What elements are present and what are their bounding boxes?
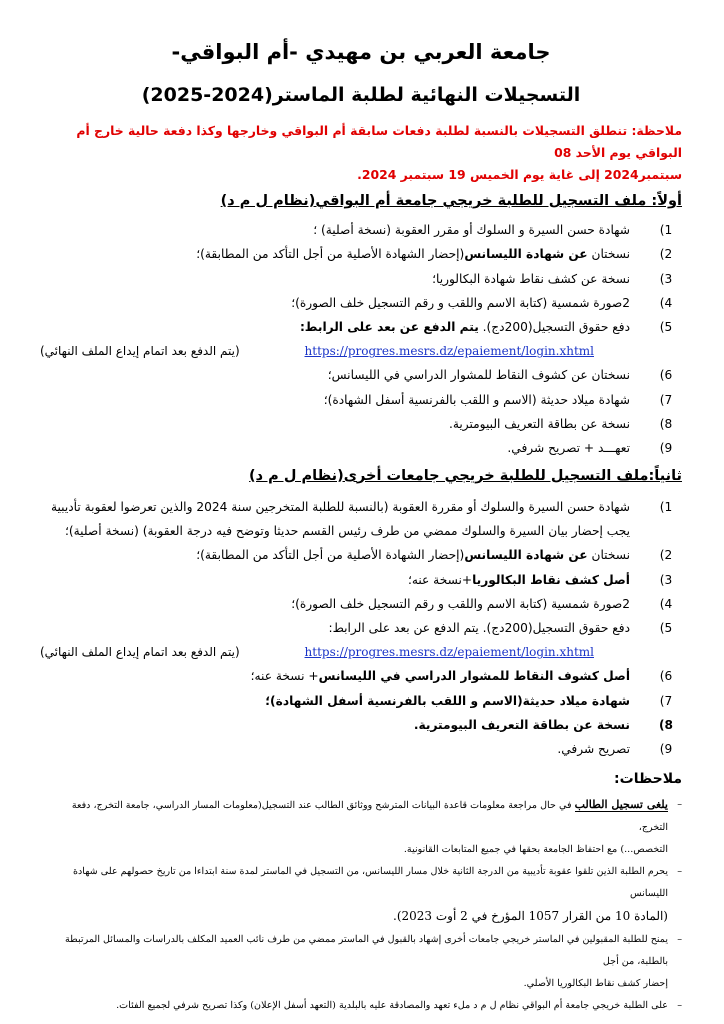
notes-list (40, 794, 682, 1017)
note-text-line2: إحضار كشف نقاط البكالوريا الأصلي. (523, 977, 668, 989)
item-text-line1: شهادة حسن السيرة والسلوك أو مقررة العقوبة (بالنسبة للطلبة المتخرجين سنة 2024 والذين تعرضوا لعقوبة تأديبية (50, 499, 630, 514)
list-item (40, 436, 682, 460)
list-item (40, 291, 682, 315)
item-text: 2صورة شمسية (كتابة الاسم واللقب و رقم التسجيل خلف الصورة)؛ (291, 295, 630, 310)
list-item (40, 495, 682, 544)
item-text: نسختان عن كشوف النقاط للمشوار الدراسي في الليسانس؛ (327, 368, 630, 383)
list-item (40, 568, 682, 592)
item-number: 9) (659, 441, 673, 456)
item-number: 4) (659, 596, 673, 611)
item-number: 2) (659, 548, 673, 563)
section2-payment-row (40, 640, 682, 664)
item-number: 6) (659, 368, 673, 383)
registration-title: التسجيلات النهائية لطلبة الماستر(2024-2025) (141, 84, 581, 106)
item-text: شهادة ميلاد حديثة (الاسم و اللقب بالفرنسية أسفل الشهادة)؛ (323, 392, 630, 407)
item-number: 4) (659, 295, 673, 310)
list-item (40, 267, 682, 291)
note-text: على الطلبة خريجي جامعة أم البواقي نظام ل م د ملء تعهد والمصادقة عليه بالبلدية (التعهد أسفل الإعلان) وكذا تصريح شرفي لجميع الفئات. (116, 999, 668, 1011)
item-number: 5) (659, 320, 673, 335)
note-item (40, 995, 682, 1017)
item-number: 7) (659, 693, 673, 708)
item-text: شهادة حسن السيرة و السلوك أو مقرر العقوبة (نسخة أصلية) ؛ (313, 223, 630, 237)
payment-link[interactable]: https://progres.mesrs.dz/epaiement/login.xhtml (304, 645, 594, 660)
university-title: جامعة العربي بن مهيدي -أم البواقي- (171, 40, 551, 64)
section2-list-cont (40, 664, 682, 761)
item-number: 8) (659, 417, 673, 432)
item-text (40, 543, 630, 567)
item-text (40, 664, 630, 688)
list-item (40, 543, 682, 567)
section2-heading: ثانياً:ملف التسجيل للطلبة خريجي جامعات أخرى(نظام ل م د) (249, 467, 682, 484)
item-number: 3) (659, 271, 673, 286)
note-item (40, 929, 682, 995)
list-item (40, 592, 682, 616)
item-text: نسخة عن بطاقة التعريف البيومترية. (413, 718, 630, 733)
list-item (40, 737, 682, 761)
item-number: 2) (659, 247, 673, 262)
list-item (40, 689, 682, 713)
note-text: في حال مراجعة معلومات قاعدة البيانات المترشح ووثائق الطالب عند التسجيل(معلومات المسار الدراسي، جامعة التخرج، دفعة التخرج، (71, 799, 668, 833)
list-item (40, 315, 682, 339)
item-text: تعهـــد + تصريح شرفي. (507, 441, 630, 456)
item-text-pre: نسختان (587, 548, 630, 563)
list-item (40, 664, 682, 688)
list-item (40, 242, 682, 266)
item-text-bold: عن شهادة الليسانس (464, 548, 588, 563)
item-text-bold: أصل كشف نقاط البكالوريا (472, 572, 630, 587)
list-item (40, 388, 682, 412)
payment-note: (يتم الدفع بعد اتمام إيداع الملف النهائي) (40, 645, 240, 660)
list-item (40, 363, 682, 387)
item-text: دفع حقوق التسجيل(200دج). يتم الدفع عن بعد على الرابط: (328, 621, 630, 636)
list-item (40, 616, 682, 640)
red-notice (40, 120, 682, 186)
note-text: يحرم الطلبة الذين تلقوا عقوبة تأديبية من الدرجة الثانية خلال مسار الليسانس، من التسجيل في الماستر لمدة سنة ابتداءا من تاريخ حصولهم على شهادة الليسانس (72, 865, 668, 899)
note-text-line2: التخصص...) مع احتفاظ الجامعة بحقها في جميع المتابعات القانونية. (403, 843, 668, 855)
item-text (40, 568, 630, 592)
section1-list-cont (40, 363, 682, 460)
note-item (40, 794, 682, 861)
section2-list (40, 495, 682, 641)
notes-heading: ملاحظات: (614, 770, 682, 787)
red-notice-line2: سبتمبر2024 إلى غاية يوم الخميس 19 سبتمبر 2024. (357, 167, 682, 182)
item-number: 7) (659, 392, 673, 407)
note-item (40, 861, 682, 929)
item-text-bold: أصل كشوف النقاط للمشوار الدراسي في الليسانس (318, 669, 630, 684)
item-number: 6) (659, 669, 673, 684)
item-text (40, 315, 630, 339)
item-number: 9) (659, 742, 673, 757)
item-text (40, 242, 630, 266)
item-number: 8) (658, 718, 674, 733)
red-notice-line1: ملاحظة: تنطلق التسجيلات بالنسبة لطلبة دفعات سابقة أم البواقي وخارجها وكذا دفعة حالية خارج أم البواقي يوم الأحد 08 (76, 123, 682, 160)
item-text (40, 495, 630, 544)
item-text-pre: دفع حقوق التسجيل(200دج). (478, 320, 630, 335)
item-text-line2: يجب إحضار بيان السيرة والسلوك ممضي من طرف رئيس القسم حديثا وتوضح فيه درجة العقوبة) (نسخة أصلية)؛ (64, 523, 630, 538)
item-text-bold: عن شهادة الليسانس (464, 247, 588, 262)
list-item (40, 713, 682, 737)
note-text: يمنح للطلبة المقبولين في الماستر خريجي جامعات أخرى إشهاد بالقبول في الماستر ممضي من طرف نائب العميد المكلف بالدراسات والمسائل المرتبطة بالطلبة، من أجل (64, 933, 668, 967)
item-text: نسخة عن بطاقة التعريف البيومترية. (448, 417, 630, 432)
item-text-pre: نسختان (587, 247, 630, 262)
note-text-line2: (المادة 10 من القرار 1057 المؤرخ في 2 أوت 2023). (393, 908, 668, 923)
item-number: 1) (659, 223, 673, 237)
note-bold-text: يلغى تسجيل الطالب (574, 797, 668, 811)
item-number: 3) (659, 572, 673, 587)
item-text-post: (إحضار الشهادة الأصلية من أجل التأكد من المطابقة)؛ (196, 247, 465, 262)
section1-list (40, 218, 682, 339)
item-text: 2صورة شمسية (كتابة الاسم واللقب و رقم التسجيل خلف الصورة)؛ (291, 596, 630, 611)
item-text-post: +نسخة عنه؛ (407, 572, 473, 587)
item-text-post: (إحضار الشهادة الأصلية من أجل التأكد من المطابقة)؛ (196, 548, 465, 563)
item-text: شهادة ميلاد حديثة(الاسم و اللقب بالفرنسية أسفل الشهادة)؛ (265, 693, 630, 708)
item-text: تصريح شرفي. (557, 742, 630, 757)
item-number: 5) (659, 621, 673, 636)
item-text-bold: يتم الدفع عن بعد على الرابط: (299, 320, 479, 335)
list-item (40, 218, 682, 242)
list-item (40, 412, 682, 436)
section1-payment-row (40, 339, 682, 363)
item-number: 1) (659, 499, 673, 514)
section1-heading: أولاً: ملف التسجيل للطلبة خريجي جامعة أم البواقي(نظام ل م د) (220, 193, 682, 209)
payment-note: (يتم الدفع بعد اتمام إيداع الملف النهائي) (40, 344, 240, 359)
payment-link[interactable]: https://progres.mesrs.dz/epaiement/login.xhtml (304, 344, 594, 359)
item-text: نسخة عن كشف نقاط شهادة البكالوريا؛ (432, 271, 630, 286)
item-text-post: + نسخة عنه؛ (250, 669, 319, 684)
